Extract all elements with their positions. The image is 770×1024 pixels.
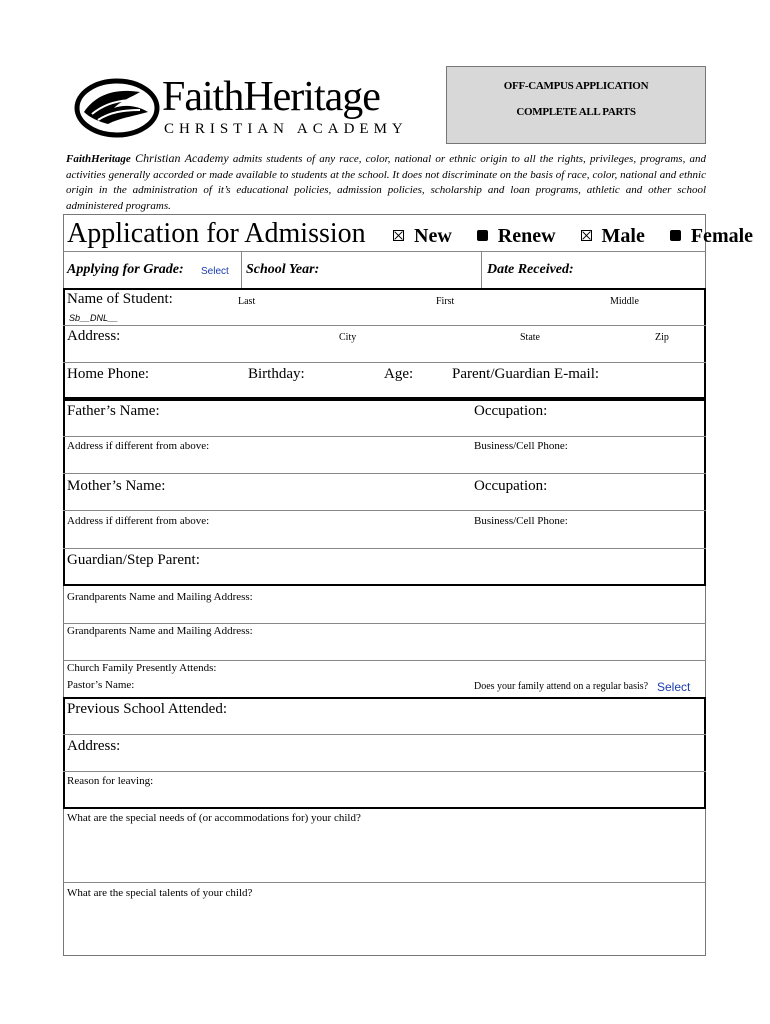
date-received-label: Date Received: (487, 262, 574, 277)
city-label: City (339, 332, 357, 343)
special-needs-label: What are the special needs of (or accommodations for) your child? (67, 812, 361, 824)
intro-text: admits students of any race, color, national or ethnic origin to all the rights, privileges, programs, and activities generally accorded or made available to students at the school. It does not discriminate on the basis of race, color, national and ethnic origin in the administration of it’s educational policies, admission policies, scholarship and loan programs, athletic and other school administered programs. (66, 153, 706, 212)
grandparents-label-1: Grandparents Name and Mailing Address: (67, 591, 253, 603)
father-business-phone-label: Business/Cell Phone: (474, 440, 568, 452)
mothers-name-label: Mother’s Name: (67, 478, 166, 494)
logo-subtitle: CHRISTIAN ACADEMY (164, 121, 408, 137)
address-label: Address: (67, 328, 121, 344)
divider (63, 882, 706, 883)
nondiscrimination-statement (66, 151, 706, 214)
checkbox-icon (670, 230, 681, 241)
renew-option[interactable]: Renew (477, 225, 566, 247)
female-option[interactable]: Female (670, 225, 763, 247)
divider (63, 251, 706, 252)
divider (63, 623, 706, 624)
last-name-label: Last (238, 296, 256, 307)
home-phone-label: Home Phone: (67, 366, 150, 382)
male-option[interactable]: Male (581, 225, 655, 247)
pastor-label: Pastor’s Name: (67, 679, 135, 691)
divider (63, 548, 706, 549)
fathers-name-label: Father’s Name: (67, 403, 160, 419)
divider (481, 251, 482, 289)
intro-lead: FaithHeritage (66, 153, 131, 165)
divider (63, 362, 706, 363)
age-label: Age: (384, 366, 414, 382)
divider (63, 510, 706, 511)
school-year-label: School Year: (246, 262, 320, 277)
guardian-email-label: Parent/Guardian E-mail: (452, 366, 600, 382)
dove-emblem-icon (74, 78, 160, 138)
divider (63, 436, 706, 437)
intro-lead2: Christian Academy (130, 151, 229, 165)
divider (63, 473, 706, 474)
checkbox-icon (477, 230, 488, 241)
regular-attend-label: Does your family attend on a regular basis? (474, 681, 649, 692)
mother-occupation-label: Occupation: (474, 478, 548, 494)
zip-label: Zip (655, 332, 669, 343)
previous-school-label: Previous School Attended: (67, 701, 227, 717)
form-title: Application for Admission (67, 218, 366, 249)
mother-business-phone-label: Business/Cell Phone: (474, 515, 568, 527)
box-line-1: OFF-CAMPUS APPLICATION (503, 80, 649, 92)
birthday-label: Birthday: (248, 366, 305, 382)
divider (63, 734, 706, 735)
state-label: State (520, 332, 540, 343)
box-line-2: COMPLETE ALL PARTS (516, 106, 636, 118)
checked-box-icon (393, 230, 404, 241)
divider (63, 771, 706, 772)
regular-attend-select[interactable]: Select (657, 680, 691, 694)
grandparents-label-2: Grandparents Name and Mailing Address: (67, 625, 253, 637)
church-label: Church Family Presently Attends: (67, 662, 217, 674)
student-name-label: Name of Student: (67, 291, 173, 307)
divider (63, 325, 706, 326)
divider (63, 660, 706, 661)
divider (241, 251, 242, 289)
previous-school-address-label: Address: (67, 738, 121, 754)
logo-name: FaithHeritage (162, 74, 380, 120)
reason-leaving-label: Reason for leaving: (67, 775, 154, 787)
status-options (393, 225, 770, 248)
first-name-label: First (436, 296, 455, 307)
guardian-step-label: Guardian/Step Parent: (67, 552, 200, 568)
student-name-value[interactable]: Sb__DNL__ (69, 313, 119, 323)
grade-select[interactable]: Select (201, 266, 229, 277)
father-occupation-label: Occupation: (474, 403, 548, 419)
applying-grade-label: Applying for Grade: (67, 262, 184, 277)
new-option[interactable]: New (393, 225, 462, 247)
special-talents-label: What are the special talents of your child? (67, 887, 253, 899)
checked-box-icon (581, 230, 592, 241)
mother-address-label: Address if different from above: (67, 515, 210, 527)
father-address-label: Address if different from above: (67, 440, 210, 452)
application-type-box (446, 66, 706, 144)
school-logo (70, 74, 440, 144)
middle-name-label: Middle (610, 296, 639, 307)
